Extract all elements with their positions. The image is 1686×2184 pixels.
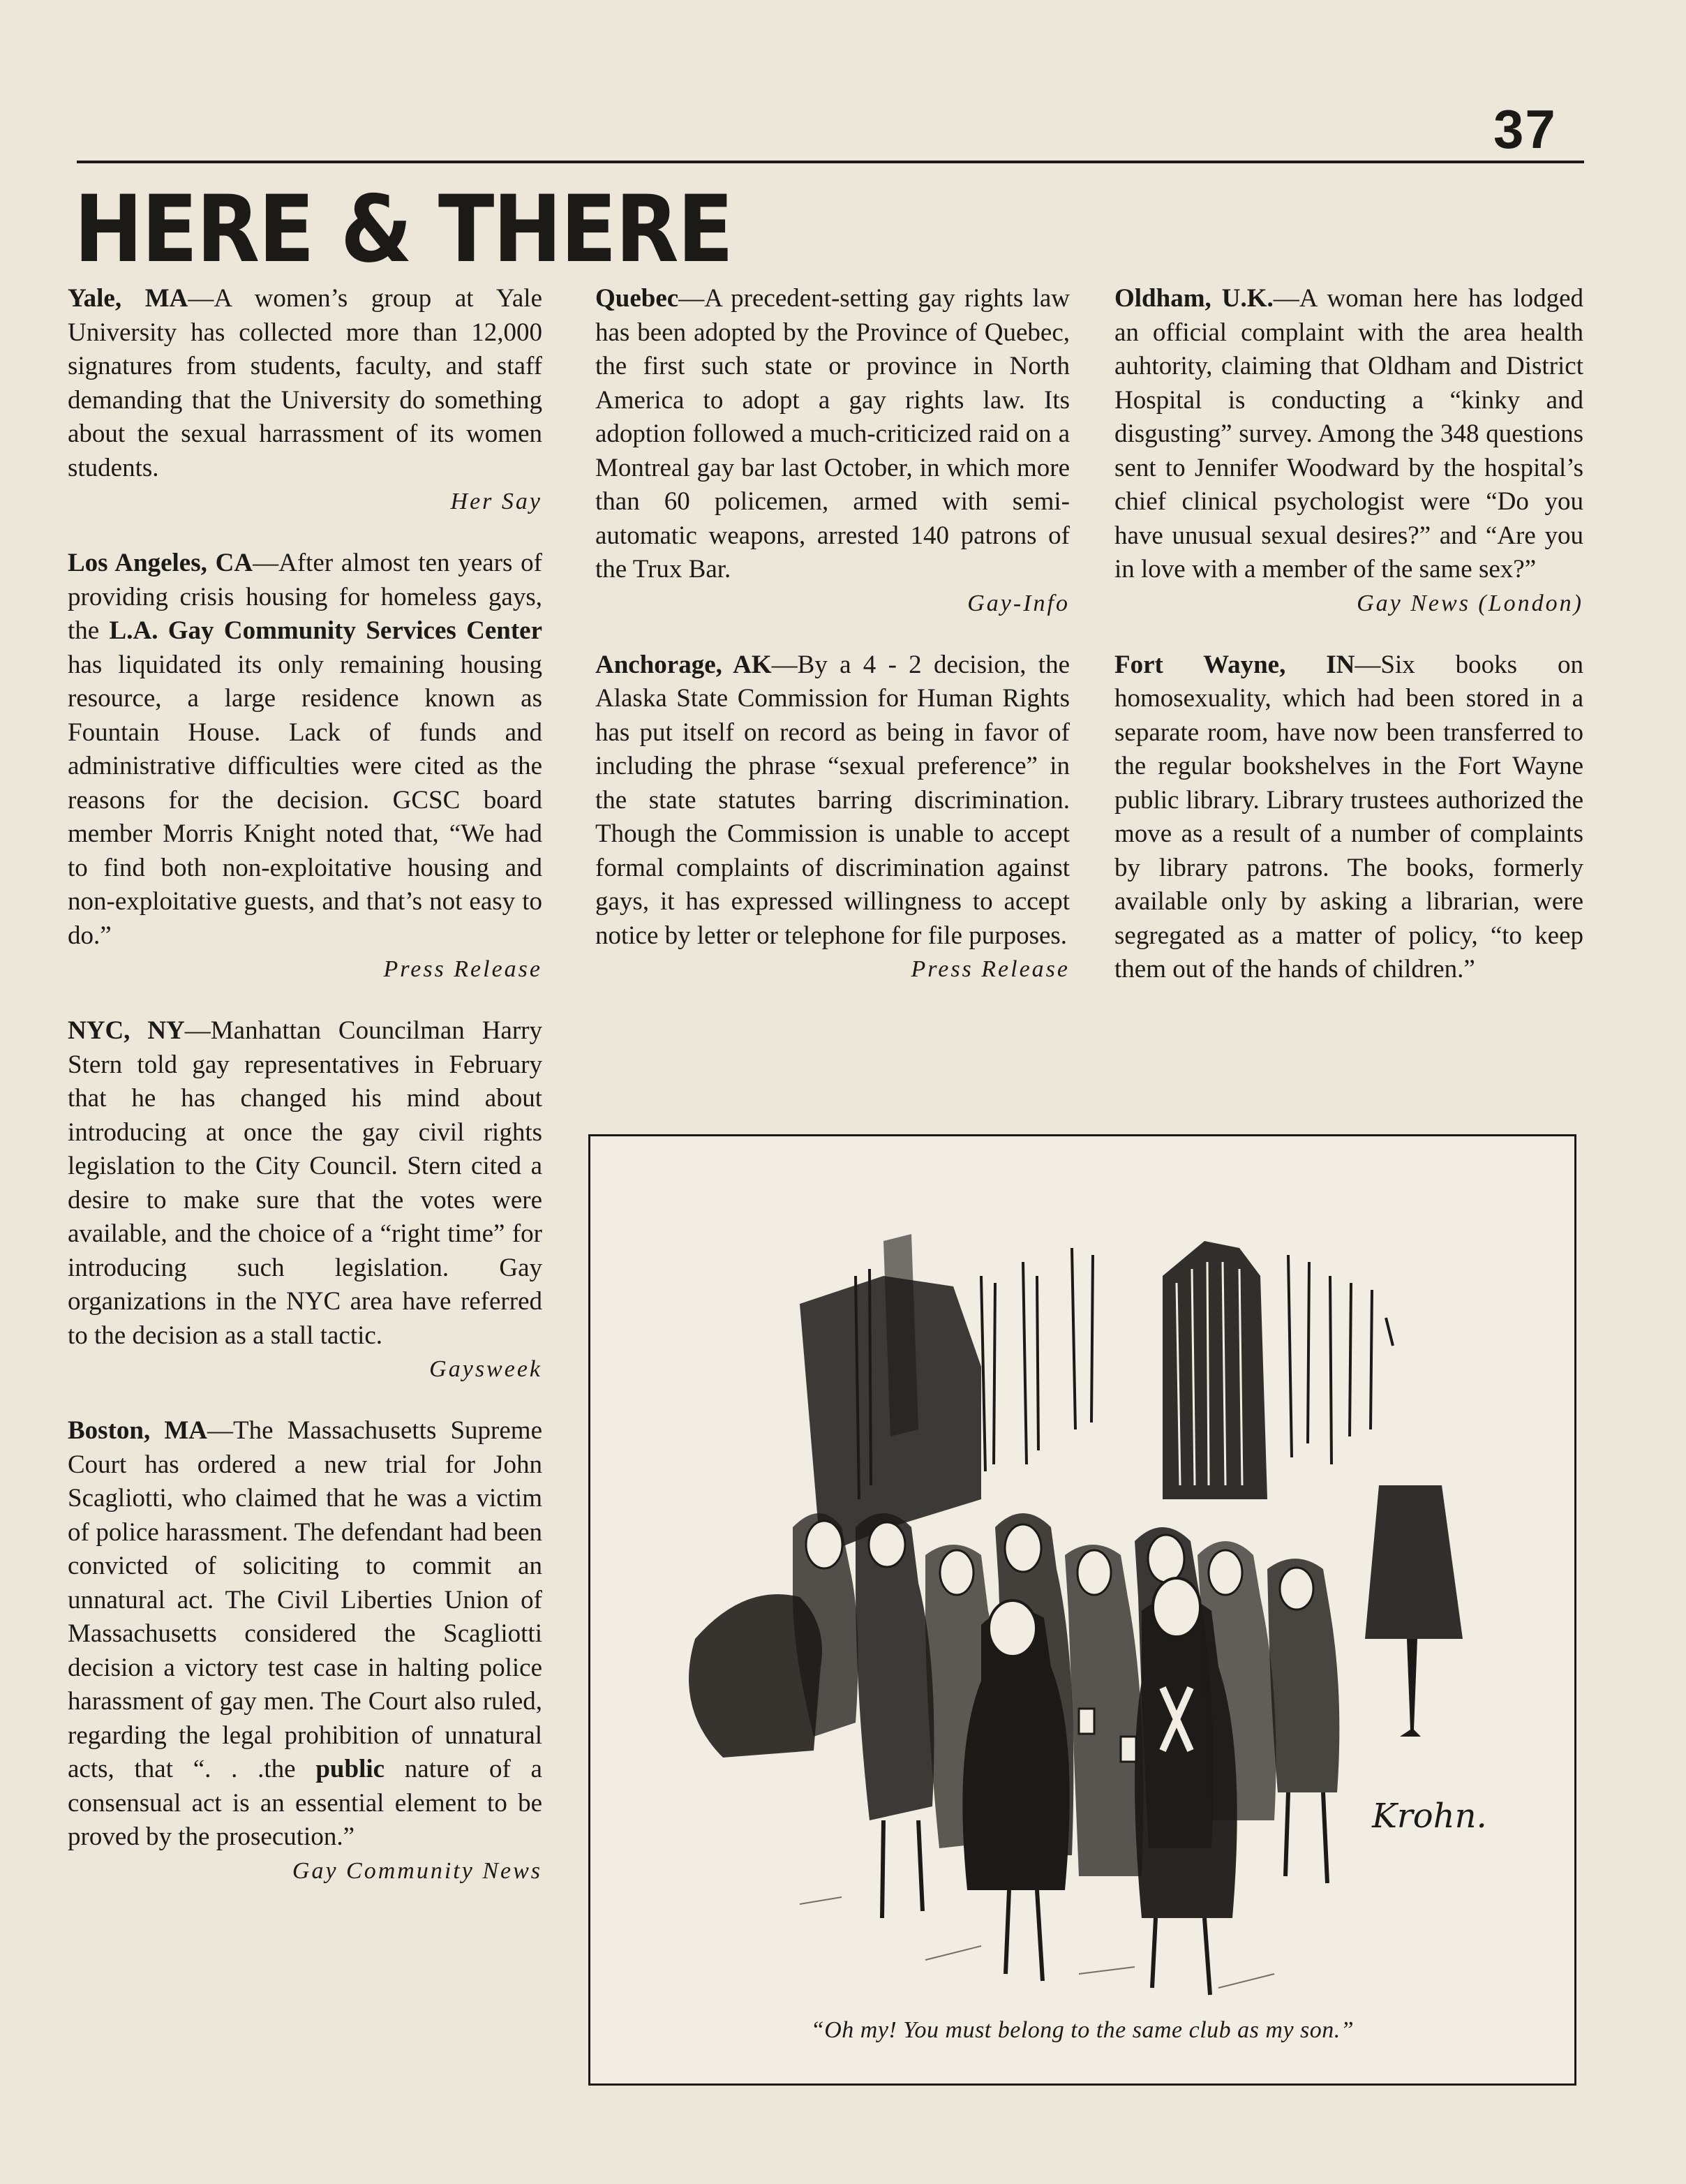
news-text: —By a 4 - 2 decision, the Alaska State Commission for Human Rights has put itself on record as being in favor of including the phrase “sexual preference” in the state statutes barring discrimination. Though the Commission is unable to accept formal complaints of discrimination against gays, it has expressed willingness to accept notice by letter or telephone for file purposes. <box>595 650 1070 950</box>
dateline: Oldham, U.K. <box>1114 284 1274 313</box>
artist-signature: Krohn. <box>1372 1797 1487 1836</box>
cartoon-caption: “Oh my! You must belong to the same club as my son.” <box>810 2017 1355 2043</box>
emphasis-word: public <box>315 1755 385 1783</box>
header-rule <box>77 161 1584 163</box>
news-text: —Six books on homosexuality, which had been stored in a separate room, have now been transferred to the regular bookshelves in the Fort Wayne public library. Library trustees authorized the move as a result of a number of complaints by library patrons. The books, formerly available only by asking a librarian, were segregated as a matter of policy, “to keep them out of the hands of children.” <box>1114 650 1583 983</box>
section-masthead: HERE & THERE <box>74 174 733 283</box>
news-text: —After almost ten years of providing crisis housing for homeless gays, the <box>68 549 542 645</box>
dateline: Anchorage, AK <box>595 650 772 679</box>
news-item-anchorage <box>595 648 1070 987</box>
dateline: Fort Wayne, IN <box>1114 650 1355 679</box>
organization-name: L.A. Gay Community Services Center <box>109 616 543 645</box>
news-item-los-angeles <box>68 547 542 986</box>
news-item-yale <box>68 282 542 519</box>
page-number: 37 <box>1493 98 1557 160</box>
news-source: Press Release <box>383 956 542 982</box>
news-item-body <box>1114 648 1583 987</box>
dateline: Quebec <box>595 284 679 313</box>
news-source: Gay News (London) <box>1357 590 1583 616</box>
column-1 <box>68 282 542 1888</box>
news-source: Press Release <box>911 956 1070 982</box>
news-item-boston <box>68 1414 542 1888</box>
dateline: NYC, NY <box>68 1016 185 1045</box>
news-item-body <box>68 1414 542 1855</box>
news-item-body <box>68 282 542 485</box>
news-item-oldham <box>1114 282 1583 621</box>
news-item-body <box>595 282 1070 587</box>
cartoon-drawing <box>590 1136 1574 2083</box>
column-2 <box>595 282 1070 1014</box>
news-item-body <box>68 547 542 953</box>
news-text: —A woman here has lodged an official complaint with the area health auhtority, claiming that Oldham and District Hospital is conducting a “kinky and disgusting” survey. Among the 348 questions sent to Jennifer Woodward by the hospital’s chief clinical psychologist were “Do you have unusual sexual desires?” and “Are you in love with a member of the same sex?” <box>1114 284 1583 584</box>
news-text: has liquidated its only remaining housing resource, a large residence known as Fountain House. Lack of funds and administrative difficulties were cited as the reasons for the decision. GCSC board member Morris Knight noted that, “We had to find both non-exploitative housing and non-exploitative guests, and that’s not easy to do.” <box>68 650 542 950</box>
cartoon-illustration <box>588 1134 1576 2086</box>
news-item-body <box>1114 282 1583 587</box>
news-item-quebec <box>595 282 1070 621</box>
news-source: Gaysweek <box>429 1356 542 1382</box>
column-3 <box>1114 282 1583 987</box>
news-text: —A precedent-setting gay rights law has been adopted by the Province of Quebec, the first such state or province in North America to adopt a gay rights law. Its adoption followed a much-criticized raid on a Montreal gay bar last October, in which more than 60 policemen, armed with semi-automatic weapons, arrested 140 patrons of the Trux Bar. <box>595 284 1070 584</box>
news-source: Gay Community News <box>292 1857 542 1884</box>
news-item-fort-wayne <box>1114 648 1583 987</box>
news-source: Gay-Info <box>967 590 1070 616</box>
news-text: —Manhattan Councilman Harry Stern told gay representatives in February that he has changed his mind about introducing at once the gay civil rights legislation to the City Council. Stern cited a desire to make sure that the votes were available, and the choice of a “right time” for introducing such legislation. Gay organizations in the NYC area have referred to the decision as a stall tactic. <box>68 1016 542 1350</box>
dateline: Yale, MA <box>68 284 188 313</box>
news-text: —A women’s group at Yale University has collected more than 12,000 signatures from students, faculty, and staff demanding that the University do something about the sexual harrassment of its women students. <box>68 284 542 482</box>
dateline: Boston, MA <box>68 1416 207 1445</box>
news-text: nature of a consensual act is an essential element to be proved by the prosecution.” <box>68 1755 542 1851</box>
news-item-body <box>68 1014 542 1353</box>
news-source: Her Say <box>450 489 542 514</box>
news-item-nyc <box>68 1014 542 1386</box>
dateline: Los Angeles, CA <box>68 549 253 577</box>
news-text: —The Massachusetts Supreme Court has ordered a new trial for John Scagliotti, who claimed that he was a victim of police harassment. The defendant had been convicted of soliciting to commit an unnatural act. The Civil Liberties Union of Massachusetts considered the Scagliotti decision a victory test case in halting police harassment of gay men. The Court also ruled, regarding the legal prohibition of unnatural acts, that “. . .the <box>68 1416 542 1783</box>
news-item-body <box>595 648 1070 953</box>
